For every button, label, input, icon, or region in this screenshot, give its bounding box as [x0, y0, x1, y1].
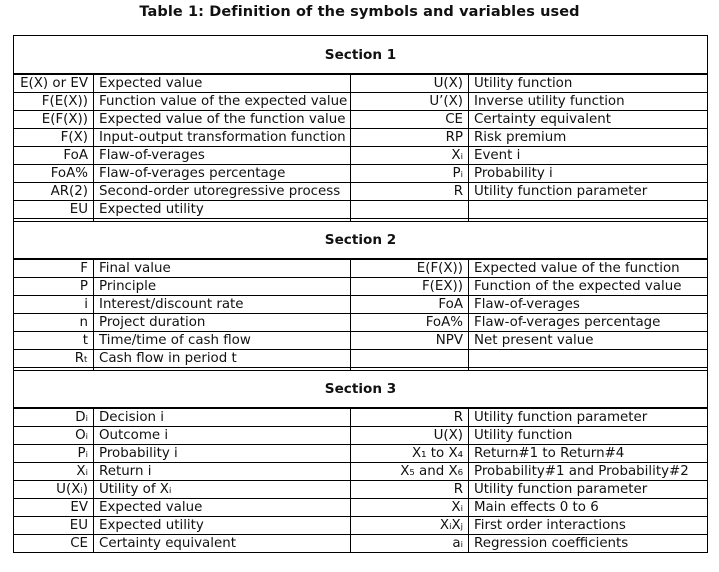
description-left-cell: Interest/discount rate [94, 296, 351, 314]
description-right-cell: Regression coefficients [469, 535, 708, 553]
description-right-cell: Flaw-of-verages [469, 296, 708, 314]
symbol-right-cell [351, 201, 469, 219]
table-row [14, 517, 708, 535]
symbol-left-cell: E(X) or EV [14, 74, 94, 93]
table-caption: Table 1: Definition of the symbols and variables used [139, 4, 580, 20]
symbol-left-cell: F(E(X)) [14, 93, 94, 111]
description-left-cell: Return i [94, 463, 351, 481]
symbol-left-cell: EV [14, 499, 94, 517]
description-left-cell: Probability i [94, 445, 351, 463]
symbol-left-cell: P [14, 278, 94, 296]
table-row [14, 278, 708, 296]
description-left-cell: Outcome i [94, 427, 351, 445]
symbol-left-cell: CE [14, 535, 94, 553]
description-left-cell: Expected utility [94, 517, 351, 535]
description-left-cell: Final value [94, 259, 351, 278]
table-row [14, 74, 708, 93]
table-row [14, 165, 708, 183]
description-right-cell: Inverse utility function [469, 93, 708, 111]
description-left-cell: Utility of Xᵢ [94, 481, 351, 499]
description-left-cell: Project duration [94, 314, 351, 332]
description-right-cell [469, 350, 708, 368]
symbol-right-cell: R [351, 183, 469, 201]
description-right-cell: Function of the expected value [469, 278, 708, 296]
description-right-cell [469, 201, 708, 219]
section-title: Section 2 [14, 222, 708, 260]
symbol-right-cell: Pᵢ [351, 165, 469, 183]
symbol-right-cell: U(X) [351, 427, 469, 445]
table-row [14, 332, 708, 350]
definitions-table-body [14, 36, 708, 553]
table-row [14, 350, 708, 368]
section-header-row [14, 222, 708, 260]
symbol-left-cell: Pᵢ [14, 445, 94, 463]
description-right-cell: First order interactions [469, 517, 708, 535]
symbol-right-cell: FoA% [351, 314, 469, 332]
description-right-cell: Return#1 to Return#4 [469, 445, 708, 463]
symbol-left-cell: AR(2) [14, 183, 94, 201]
table-row [14, 147, 708, 165]
description-right-cell: Utility function [469, 427, 708, 445]
description-right-cell: Utility function parameter [469, 481, 708, 499]
description-right-cell: Utility function [469, 74, 708, 93]
description-left-cell: Function value of the expected value [94, 93, 351, 111]
description-right-cell: Expected value of the function [469, 259, 708, 278]
description-left-cell: Cash flow in period t [94, 350, 351, 368]
symbol-right-cell: U’(X) [351, 93, 469, 111]
symbol-left-cell: Dᵢ [14, 408, 94, 427]
table-row [14, 314, 708, 332]
description-right-cell: Net present value [469, 332, 708, 350]
table-row [14, 111, 708, 129]
description-right-cell: Probability i [469, 165, 708, 183]
symbol-right-cell: NPV [351, 332, 469, 350]
symbol-right-cell: R [351, 408, 469, 427]
symbol-right-cell: X₁ to X₄ [351, 445, 469, 463]
table-row [14, 481, 708, 499]
description-left-cell: Time/time of cash flow [94, 332, 351, 350]
description-right-cell: Event i [469, 147, 708, 165]
symbol-left-cell: FoA [14, 147, 94, 165]
description-left-cell: Expected value of the function value [94, 111, 351, 129]
symbol-right-cell: F(EX)) [351, 278, 469, 296]
description-right-cell: Main effects 0 to 6 [469, 499, 708, 517]
definitions-table [13, 35, 708, 553]
table-row [14, 93, 708, 111]
description-left-cell: Flaw-of-verages percentage [94, 165, 351, 183]
symbol-right-cell: R [351, 481, 469, 499]
table-row [14, 463, 708, 481]
table-row [14, 427, 708, 445]
symbol-left-cell: t [14, 332, 94, 350]
symbol-right-cell: RP [351, 129, 469, 147]
table-row [14, 408, 708, 427]
symbol-left-cell: F(X) [14, 129, 94, 147]
description-left-cell: Flaw-of-verages [94, 147, 351, 165]
table-row [14, 183, 708, 201]
description-left-cell: Expected value [94, 499, 351, 517]
description-left-cell: Expected value [94, 74, 351, 93]
symbol-right-cell: X₅ and X₆ [351, 463, 469, 481]
description-right-cell: Utility function parameter [469, 183, 708, 201]
description-left-cell: Certainty equivalent [94, 535, 351, 553]
table-row [14, 499, 708, 517]
symbol-right-cell: Xᵢ [351, 147, 469, 165]
symbol-left-cell: Xᵢ [14, 463, 94, 481]
description-left-cell: Principle [94, 278, 351, 296]
table-row [14, 445, 708, 463]
symbol-right-cell: CE [351, 111, 469, 129]
symbol-left-cell: U(Xᵢ) [14, 481, 94, 499]
symbol-left-cell: EU [14, 201, 94, 219]
section-title: Section 1 [14, 36, 708, 75]
symbol-left-cell: FoA% [14, 165, 94, 183]
symbol-right-cell: U(X) [351, 74, 469, 93]
description-left-cell: Input-output transformation function [94, 129, 351, 147]
description-right-cell: Risk premium [469, 129, 708, 147]
symbol-left-cell: E(F(X)) [14, 111, 94, 129]
description-right-cell: Probability#1 and Probability#2 [469, 463, 708, 481]
symbol-left-cell: Oᵢ [14, 427, 94, 445]
symbol-left-cell: EU [14, 517, 94, 535]
description-left-cell: Expected utility [94, 201, 351, 219]
section-header-row [14, 371, 708, 409]
symbol-right-cell: E(F(X)) [351, 259, 469, 278]
description-right-cell: Flaw-of-verages percentage [469, 314, 708, 332]
symbol-right-cell: FoA [351, 296, 469, 314]
section-title: Section 3 [14, 371, 708, 409]
symbol-left-cell: F [14, 259, 94, 278]
table-row [14, 535, 708, 553]
symbol-right-cell [351, 350, 469, 368]
description-right-cell: Certainty equivalent [469, 111, 708, 129]
symbol-right-cell: XᵢXⱼ [351, 517, 469, 535]
description-right-cell: Utility function parameter [469, 408, 708, 427]
description-left-cell: Second-order utoregressive process [94, 183, 351, 201]
symbol-right-cell: Xᵢ [351, 499, 469, 517]
symbol-left-cell: Rₜ [14, 350, 94, 368]
symbol-left-cell: i [14, 296, 94, 314]
table-row [14, 259, 708, 278]
description-left-cell: Decision i [94, 408, 351, 427]
symbol-left-cell: n [14, 314, 94, 332]
table-row [14, 201, 708, 219]
table-row [14, 129, 708, 147]
table-row [14, 296, 708, 314]
symbol-right-cell: aᵢ [351, 535, 469, 553]
section-header-row [14, 36, 708, 75]
